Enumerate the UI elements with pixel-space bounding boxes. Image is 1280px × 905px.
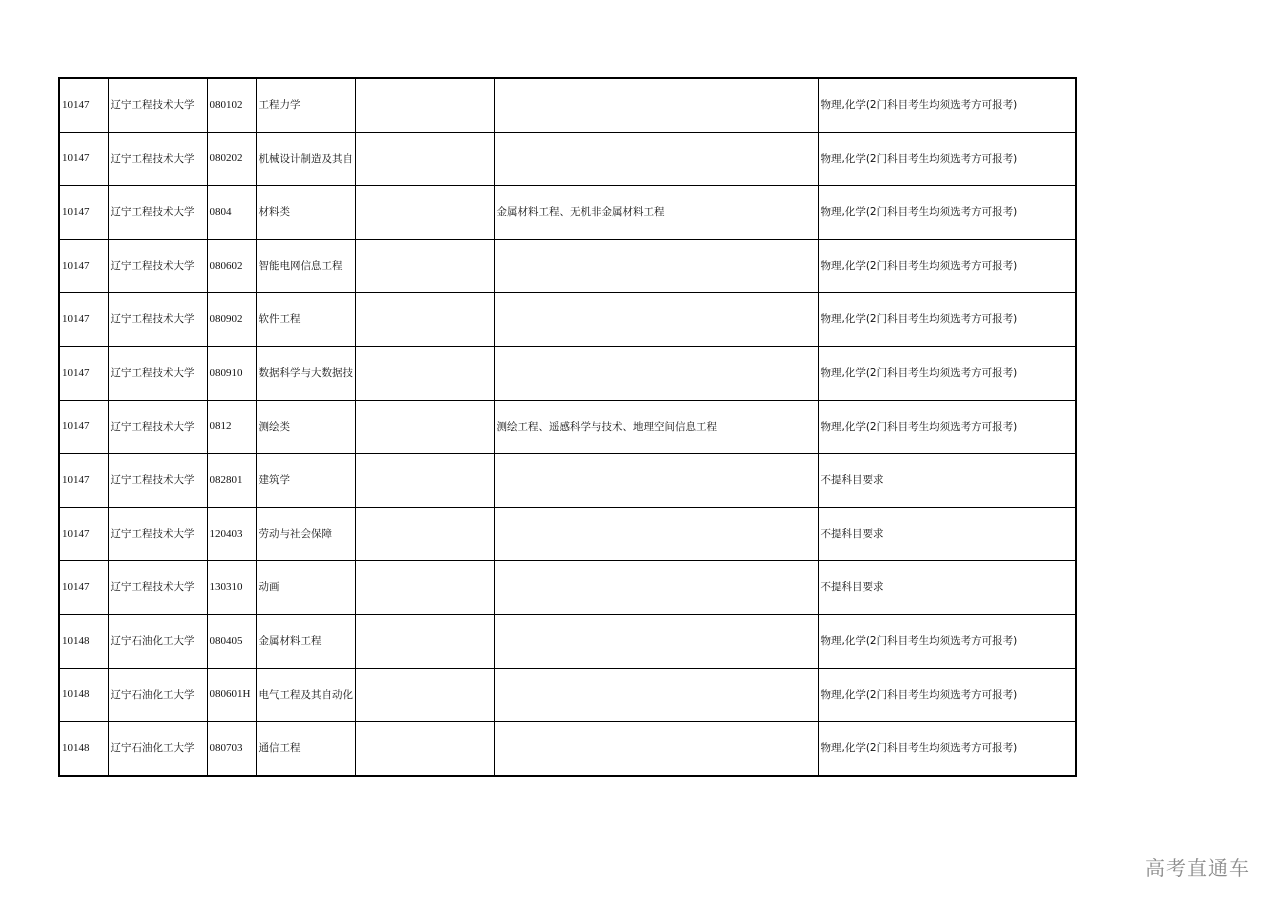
subject-requirement-cell: 物理,化学(2门科目考生均须选考方可报考) (818, 722, 1076, 776)
school-code-cell: 10147 (59, 507, 108, 561)
admission-requirements-table (58, 77, 1077, 777)
major-code-cell: 080703 (207, 722, 256, 776)
major-name-cell: 工程力学 (256, 78, 355, 132)
included-majors-cell (494, 668, 818, 722)
major-name-cell: 智能电网信息工程 (256, 239, 355, 293)
included-majors-cell (494, 561, 818, 615)
watermark-text: 高考直通车 (1145, 856, 1250, 880)
blank-cell (355, 78, 494, 132)
blank-cell (355, 400, 494, 454)
table-row (59, 614, 1076, 668)
school-name-cell: 辽宁石油化工大学 (108, 722, 207, 776)
table-row (59, 78, 1076, 132)
major-name-cell: 电气工程及其自动化 (256, 668, 355, 722)
major-name-cell: 建筑学 (256, 454, 355, 508)
major-name-cell: 机械设计制造及其自 (256, 132, 355, 186)
blank-cell (355, 614, 494, 668)
subject-requirement-cell: 物理,化学(2门科目考生均须选考方可报考) (818, 293, 1076, 347)
major-code-cell: 080405 (207, 614, 256, 668)
school-code-cell: 10147 (59, 239, 108, 293)
included-majors-cell (494, 132, 818, 186)
included-majors-cell (494, 78, 818, 132)
subject-requirement-cell: 物理,化学(2门科目考生均须选考方可报考) (818, 614, 1076, 668)
school-code-cell: 10148 (59, 668, 108, 722)
school-code-cell: 10148 (59, 614, 108, 668)
subject-requirement-cell: 物理,化学(2门科目考生均须选考方可报考) (818, 239, 1076, 293)
school-name-cell: 辽宁工程技术大学 (108, 132, 207, 186)
table-row (59, 400, 1076, 454)
school-name-cell: 辽宁工程技术大学 (108, 239, 207, 293)
table-row (59, 132, 1076, 186)
major-code-cell: 082801 (207, 454, 256, 508)
school-name-cell: 辽宁工程技术大学 (108, 561, 207, 615)
major-name-cell: 动画 (256, 561, 355, 615)
table-row (59, 454, 1076, 508)
blank-cell (355, 186, 494, 240)
blank-cell (355, 454, 494, 508)
major-code-cell: 080910 (207, 346, 256, 400)
table-row (59, 507, 1076, 561)
blank-cell (355, 293, 494, 347)
school-code-cell: 10147 (59, 186, 108, 240)
subject-requirement-cell: 不提科目要求 (818, 454, 1076, 508)
blank-cell (355, 239, 494, 293)
major-name-cell: 金属材料工程 (256, 614, 355, 668)
table-body (59, 78, 1076, 776)
school-name-cell: 辽宁工程技术大学 (108, 346, 207, 400)
table-row (59, 668, 1076, 722)
major-name-cell: 测绘类 (256, 400, 355, 454)
major-name-cell: 材料类 (256, 186, 355, 240)
subject-requirement-cell: 物理,化学(2门科目考生均须选考方可报考) (818, 132, 1076, 186)
school-code-cell: 10147 (59, 293, 108, 347)
included-majors-cell: 测绘工程、遥感科学与技术、地理空间信息工程 (494, 400, 818, 454)
blank-cell (355, 668, 494, 722)
table-row (59, 346, 1076, 400)
table-row (59, 561, 1076, 615)
school-code-cell: 10147 (59, 346, 108, 400)
blank-cell (355, 561, 494, 615)
subject-requirement-cell: 物理,化学(2门科目考生均须选考方可报考) (818, 78, 1076, 132)
school-code-cell: 10147 (59, 400, 108, 454)
school-code-cell: 10147 (59, 454, 108, 508)
included-majors-cell (494, 614, 818, 668)
table-row (59, 186, 1076, 240)
school-code-cell: 10147 (59, 561, 108, 615)
school-name-cell: 辽宁工程技术大学 (108, 293, 207, 347)
major-name-cell: 劳动与社会保障 (256, 507, 355, 561)
subject-requirement-cell: 物理,化学(2门科目考生均须选考方可报考) (818, 400, 1076, 454)
major-code-cell: 130310 (207, 561, 256, 615)
included-majors-cell (494, 293, 818, 347)
major-code-cell: 0804 (207, 186, 256, 240)
subject-requirement-cell: 不提科目要求 (818, 507, 1076, 561)
table-row (59, 722, 1076, 776)
school-name-cell: 辽宁工程技术大学 (108, 507, 207, 561)
school-code-cell: 10147 (59, 78, 108, 132)
included-majors-cell (494, 722, 818, 776)
included-majors-cell (494, 454, 818, 508)
major-name-cell: 软件工程 (256, 293, 355, 347)
school-name-cell: 辽宁工程技术大学 (108, 400, 207, 454)
major-code-cell: 080202 (207, 132, 256, 186)
major-name-cell: 通信工程 (256, 722, 355, 776)
included-majors-cell (494, 239, 818, 293)
major-name-cell: 数据科学与大数据技 (256, 346, 355, 400)
subject-requirement-cell: 不提科目要求 (818, 561, 1076, 615)
included-majors-cell (494, 346, 818, 400)
major-code-cell: 080602 (207, 239, 256, 293)
school-code-cell: 10147 (59, 132, 108, 186)
school-name-cell: 辽宁工程技术大学 (108, 454, 207, 508)
major-code-cell: 080102 (207, 78, 256, 132)
blank-cell (355, 346, 494, 400)
subject-requirement-cell: 物理,化学(2门科目考生均须选考方可报考) (818, 186, 1076, 240)
school-name-cell: 辽宁石油化工大学 (108, 614, 207, 668)
blank-cell (355, 722, 494, 776)
subject-requirement-cell: 物理,化学(2门科目考生均须选考方可报考) (818, 346, 1076, 400)
major-code-cell: 0812 (207, 400, 256, 454)
major-code-cell: 120403 (207, 507, 256, 561)
school-name-cell: 辽宁工程技术大学 (108, 186, 207, 240)
blank-cell (355, 132, 494, 186)
school-name-cell: 辽宁工程技术大学 (108, 78, 207, 132)
table-row (59, 239, 1076, 293)
included-majors-cell: 金属材料工程、无机非金属材料工程 (494, 186, 818, 240)
subject-requirement-cell: 物理,化学(2门科目考生均须选考方可报考) (818, 668, 1076, 722)
included-majors-cell (494, 507, 818, 561)
major-code-cell: 080902 (207, 293, 256, 347)
school-code-cell: 10148 (59, 722, 108, 776)
table-row (59, 293, 1076, 347)
blank-cell (355, 507, 494, 561)
major-code-cell: 080601H (207, 668, 256, 722)
school-name-cell: 辽宁石油化工大学 (108, 668, 207, 722)
